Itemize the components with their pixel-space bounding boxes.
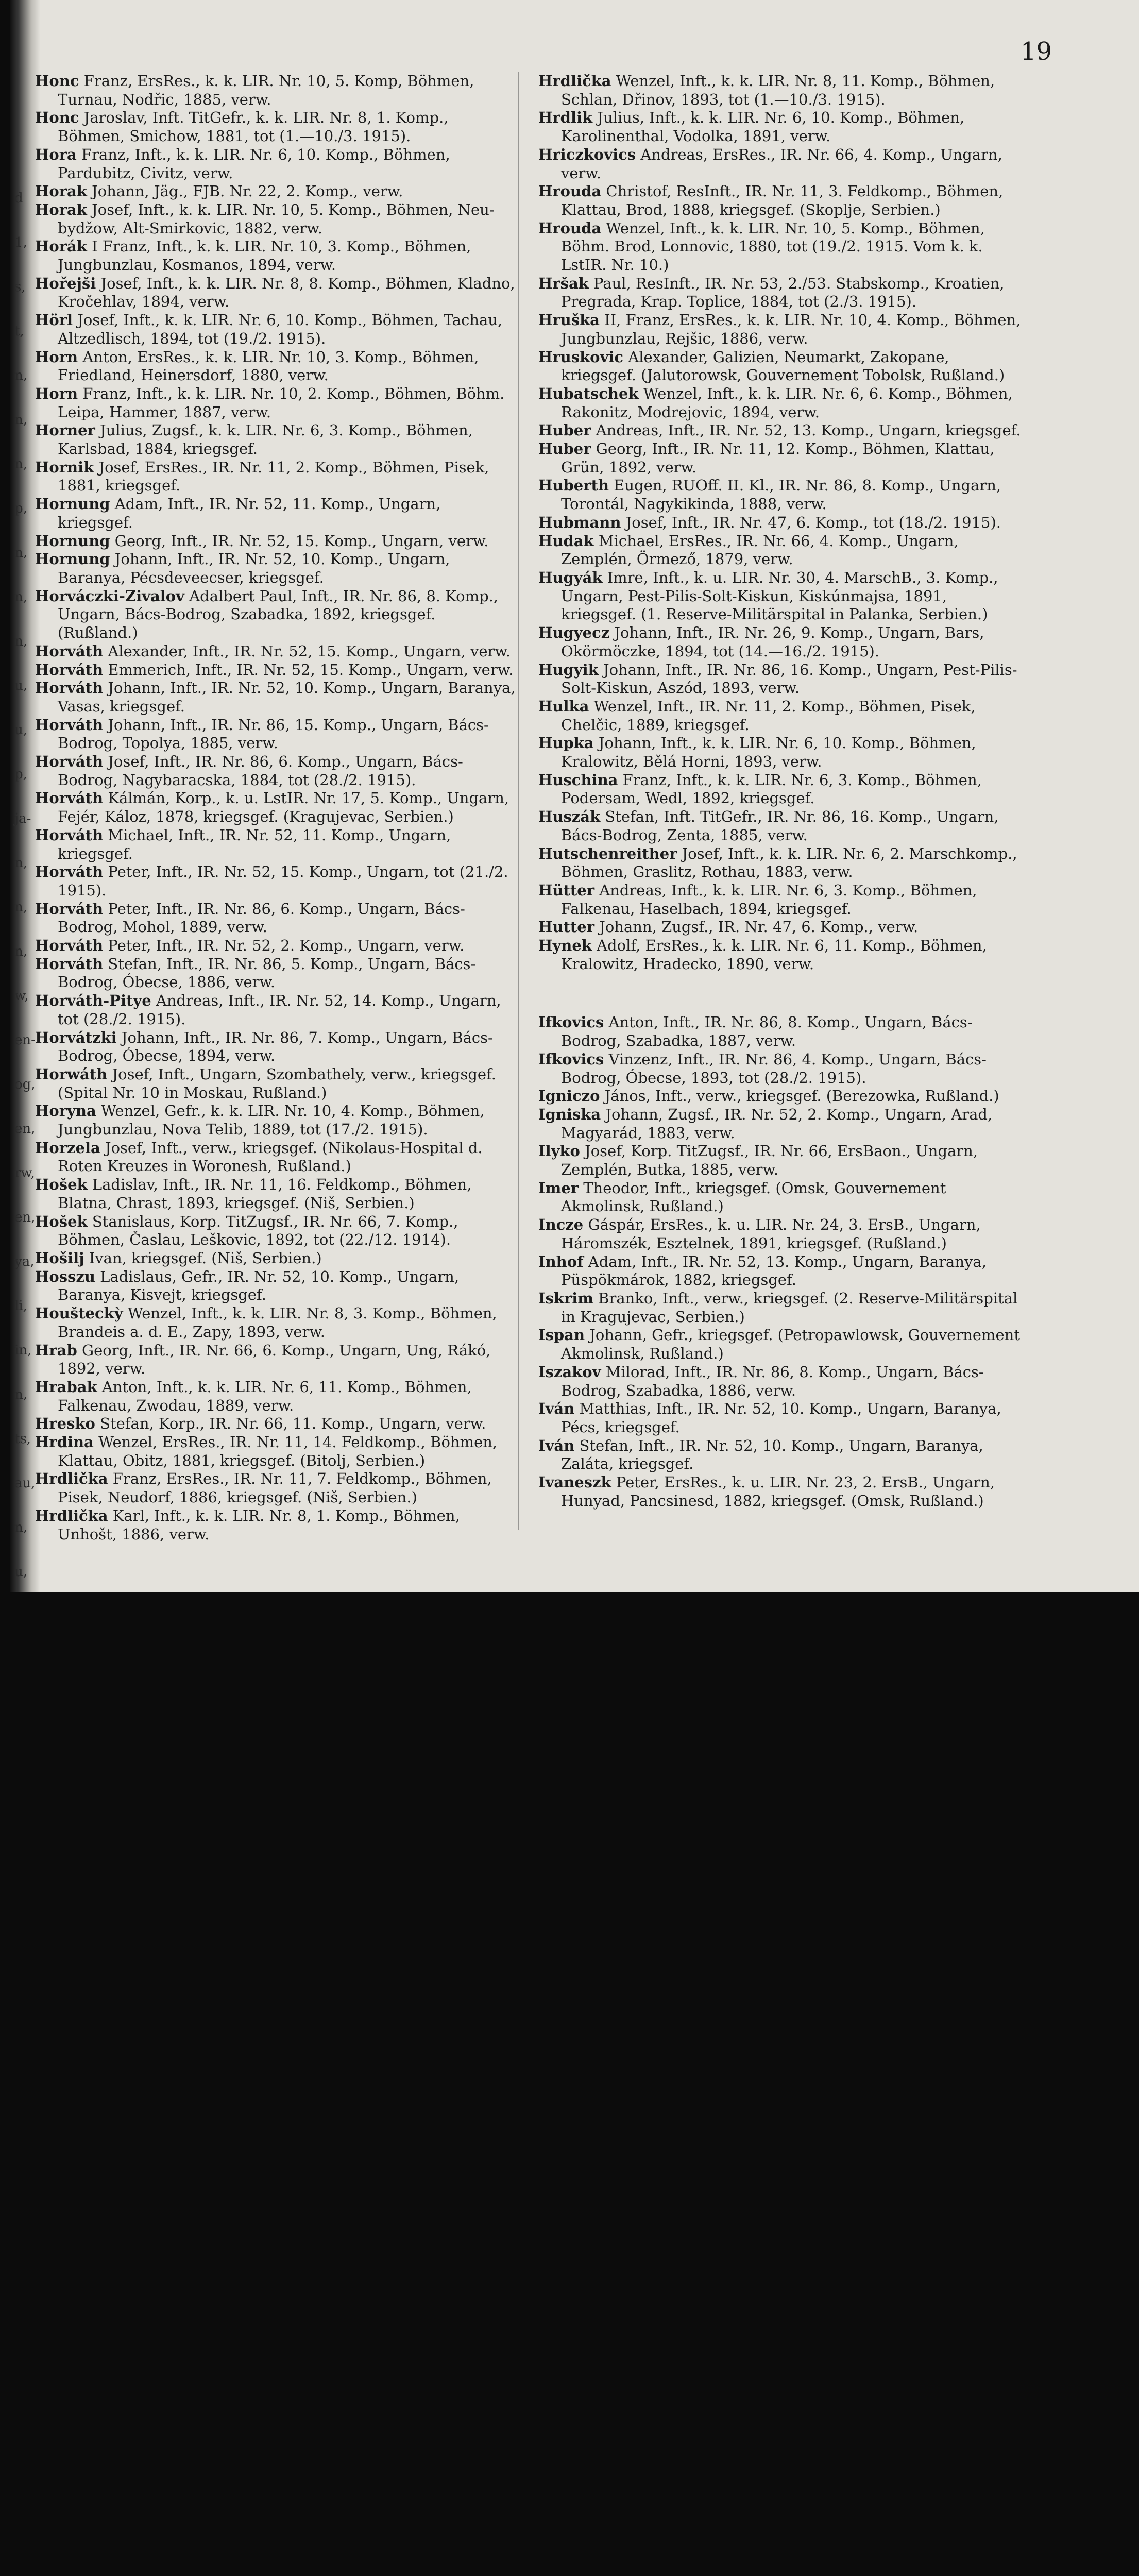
entry-surname: Hulka	[538, 697, 589, 715]
entry-details: Peter, Inft., IR. Nr. 86, 6. Komp., Ungarn, Bács-Bodrog, Mohol, 1889, verw.	[58, 900, 465, 936]
viewer-footer	[0, 1592, 1139, 1707]
entry-surname: Iszakov	[538, 1363, 601, 1381]
entry-surname: Horváth	[35, 642, 104, 660]
register-entry	[538, 1216, 1023, 1252]
entry-surname: Hornung	[35, 495, 110, 513]
entry-surname: Hořejši	[35, 274, 96, 292]
entry-surname: Huschina	[538, 771, 618, 789]
entry-details: Wenzel, Inft., k. k. LIR. Nr. 8, 3. Komp., Böhmen, Brandeis a. d. E., Zapy, 1893, verw.	[58, 1304, 497, 1341]
register-entry	[35, 1342, 519, 1378]
edge-mark: n,	[14, 368, 28, 383]
entry-details: Branko, Inft., verw., kriegsgef. (2. Reserve-Militärspital in Kragujevac, Serbien.)	[561, 1290, 1018, 1326]
entry-details: I Franz, Inft., k. k. LIR. Nr. 10, 3. Komp., Böhmen, Jungbunzlau, Kosmanos, 1894, verw.	[58, 238, 471, 274]
register-entry	[538, 771, 1023, 808]
entry-details: Julius, Zugsf., k. k. LIR. Nr. 6, 3. Komp., Böhmen, Karlsbad, 1884, kriegsgef.	[58, 421, 473, 458]
register-entry	[538, 1326, 1023, 1363]
entry-surname: Horvátzki	[35, 1028, 117, 1046]
register-entry	[538, 146, 1023, 182]
register-entry	[35, 1304, 519, 1341]
entry-surname: Huszák	[538, 808, 601, 826]
register-entry	[35, 72, 519, 109]
register-entry	[538, 421, 1023, 440]
entry-details: Ladislav, Inft., IR. Nr. 11, 16. Feldkomp., Böhmen, Blatna, Chrast, 1893, kriegsgef. (Niš, Serbien.)	[58, 1176, 472, 1212]
entry-surname: Hrouda	[538, 219, 602, 237]
entry-details: János, Inft., verw., kriegsgef. (Berezowka, Rußland.)	[600, 1087, 999, 1105]
edge-mark: d	[14, 191, 23, 206]
register-entry	[538, 845, 1023, 882]
entry-surname: Iskrim	[538, 1290, 593, 1307]
entry-details: Josef, Inft., k. k. LIR. Nr. 8, 8. Komp., Böhmen, Kladno, Kročehlav, 1894, verw.	[58, 274, 515, 311]
register-entry	[538, 698, 1023, 734]
entry-details: Andreas, ErsRes., IR. Nr. 66, 4. Komp., Ungarn, verw.	[561, 145, 1002, 182]
edge-mark: ja-	[14, 811, 31, 826]
entry-details: Adam, Inft., IR. Nr. 52, 11. Komp., Ungarn, kriegsgef.	[58, 495, 441, 531]
edge-mark: u,	[14, 722, 28, 738]
entry-details: Johann, Inft., IR. Nr. 86, 7. Komp., Ungarn, Bács-Bodrog, Óbecse, 1894, verw.	[58, 1028, 493, 1065]
entry-details: Josef, Inft., IR. Nr. 86, 6. Komp., Ungarn, Bács-Bodrog, Nagybaracska, 1884, tot (28./2. 1915).	[58, 753, 463, 789]
entry-details: Emmerich, Inft., IR. Nr. 52, 15. Komp., Ungarn, verw.	[103, 660, 514, 679]
entry-details: Johann, Inft., IR. Nr. 52, 10. Komp., Ungarn, Baranya, Pécsdeveecser, kriegsgef.	[58, 550, 450, 586]
entry-details: Johann, Inft., IR. Nr. 52, 10. Komp., Ungarn, Baranya, Vasas, kriegsgef.	[58, 679, 516, 715]
register-entry	[35, 753, 519, 789]
entry-details: Ladislaus, Gefr., IR. Nr. 52, 10. Komp., Ungarn, Baranya, Kisvejt, kriegsgef.	[58, 1267, 460, 1304]
entry-details: Peter, Inft., IR. Nr. 52, 15. Komp., Ungarn, tot (21./2. 1915).	[58, 863, 508, 899]
entry-details: Stefan, Korp., IR. Nr. 66, 11. Komp., Ungarn, verw.	[95, 1415, 486, 1433]
register-entry	[538, 1013, 1023, 1050]
entry-surname: Houšteckỳ	[35, 1304, 123, 1323]
entry-details: Franz, Inft., k. k. LIR. Nr. 10, 2. Komp., Böhmen, Böhm. Leipa, Hammer, 1887, verw.	[58, 384, 505, 421]
entry-surname: Huber	[538, 440, 591, 458]
register-entry	[538, 440, 1023, 477]
register-entry	[35, 109, 519, 145]
entry-details: Andreas, Inft., IR. Nr. 52, 14. Komp., Ungarn, tot (28./2. 1915).	[58, 992, 501, 1028]
entry-surname: Hriczkovics	[538, 145, 636, 163]
entry-surname: Huber	[538, 421, 591, 439]
register-entry	[538, 532, 1023, 569]
register-entry	[35, 1213, 519, 1249]
register-entry	[35, 716, 519, 753]
edge-mark: u,	[14, 678, 28, 693]
register-entry	[538, 1363, 1023, 1400]
edge-mark: w,	[14, 988, 29, 1004]
edge-mark: au,	[14, 1476, 36, 1491]
entry-details: Georg, Inft., IR. Nr. 11, 12. Komp., Böhmen, Klattau, Grün, 1892, verw.	[561, 440, 995, 476]
entry-surname: Horváth	[35, 660, 104, 679]
entry-details: Karl, Inft., k. k. LIR. Nr. 8, 1. Komp., Böhmen, Unhošt, 1886, verw.	[58, 1506, 460, 1543]
entry-surname: Horwáth	[35, 1065, 108, 1083]
register-entry	[35, 385, 519, 421]
register-entry	[35, 495, 519, 532]
entry-surname: Horváth	[35, 716, 104, 734]
register-entry	[538, 109, 1023, 145]
entry-details: Wenzel, ErsRes., IR. Nr. 11, 14. Feldkomp., Böhmen, Klattau, Obitz, 1881, kriegsgef. (Bitolj, Serbien.)	[58, 1433, 498, 1469]
entry-details: Alexander, Galizien, Neumarkt, Zakopane, kriegsgef. (Jalutorowsk, Gouvernement Tobolsk, Rußland.)	[561, 348, 1005, 384]
entry-details: Josef, Inft., verw., kriegsgef. (Nikolaus-Hospital d. Roten Kreuzes in Woronesh, Rußland.)	[58, 1139, 483, 1175]
edge-mark: 1,	[14, 235, 27, 250]
entry-surname: Hugyecz	[538, 624, 610, 642]
register-entry	[538, 1050, 1023, 1087]
entry-surname: Hrabak	[35, 1378, 97, 1396]
edge-mark: n,	[14, 456, 28, 472]
register-entry	[35, 550, 519, 587]
entry-details: Johann, Zugsf., IR. Nr. 47, 6. Komp., verw.	[594, 918, 919, 936]
entry-surname: Horyna	[35, 1102, 96, 1120]
entry-surname: Hudak	[538, 532, 594, 550]
register-entry	[35, 1507, 519, 1544]
entry-details: Georg, Inft., IR. Nr. 52, 15. Komp., Ungarn, verw.	[110, 532, 489, 550]
entry-surname: Horváth	[35, 937, 104, 955]
right-column	[538, 72, 1023, 1510]
edge-mark: en-	[14, 1032, 36, 1048]
entry-surname: Hruskovic	[538, 348, 624, 366]
entry-surname: Huberth	[538, 477, 609, 495]
entry-details: Franz, Inft., k. k. LIR. Nr. 6, 10. Komp., Böhmen, Pardubitz, Civitz, verw.	[58, 145, 450, 182]
entry-surname: Hruška	[538, 311, 600, 329]
register-entry	[538, 514, 1023, 532]
register-entry	[538, 808, 1023, 844]
entry-details: Milorad, Inft., IR. Nr. 86, 8. Komp., Ungarn, Bács-Bodrog, Szabadka, 1886, verw.	[561, 1363, 984, 1399]
entry-surname: Hrdlička	[35, 1506, 108, 1524]
register-entry	[538, 937, 1023, 973]
section-break	[538, 973, 1023, 1013]
page-number: 19	[1021, 37, 1052, 66]
entry-surname: Hubatschek	[538, 384, 639, 402]
entry-details: Wenzel, Inft., IR. Nr. 11, 2. Komp., Böhmen, Pisek, Chelčic, 1889, kriegsgef.	[561, 697, 976, 734]
entry-details: Michael, Inft., IR. Nr. 52, 11. Komp., Ungarn, kriegsgef.	[58, 826, 451, 862]
register-entry	[35, 1029, 519, 1065]
register-entry	[35, 992, 519, 1028]
entry-details: Paul, ResInft., IR. Nr. 53, 2./53. Stabskomp., Kroatien, Pregrada, Krap. Toplice, 1884, tot (2./3. 1915).	[561, 274, 1005, 311]
entry-surname: Igniska	[538, 1105, 601, 1123]
entry-details: Adam, Inft., IR. Nr. 52, 13. Komp., Ungarn, Baranya, Püspökmárok, 1882, kriegsgef.	[561, 1252, 987, 1289]
entry-details: Anton, ErsRes., k. k. LIR. Nr. 10, 3. Komp., Böhmen, Friedland, Heinersdorf, 1880, verw.	[58, 348, 479, 384]
entry-details: Josef, Inft., k. k. LIR. Nr. 6, 10. Komp., Böhmen, Tachau, Altzedlisch, 1894, tot (19./2. 1915).	[58, 311, 503, 347]
entry-surname: Iván	[538, 1400, 575, 1418]
entry-details: Wenzel, Inft., k. k. LIR. Nr. 8, 11. Komp., Böhmen, Schlan, Dřinov, 1893, tot (1.—10./3. 1915).	[561, 72, 995, 108]
register-entry	[35, 1378, 519, 1415]
entry-surname: Horner	[35, 421, 95, 439]
entry-surname: Hora	[35, 145, 77, 163]
register-entry	[538, 219, 1023, 275]
register-entry	[538, 1087, 1023, 1106]
register-entry	[538, 624, 1023, 660]
entry-surname: Hošilj	[35, 1249, 84, 1267]
entry-surname: Hugyák	[538, 568, 603, 586]
register-entry	[35, 201, 519, 238]
register-entry	[35, 1139, 519, 1176]
register-entry	[538, 734, 1023, 771]
entry-details: Georg, Inft., IR. Nr. 66, 6. Komp., Ungarn, Ung, Rákó, 1892, verw.	[58, 1341, 491, 1378]
entry-details: Stanislaus, Korp. TitZugsf., IR. Nr. 66, 7. Komp., Böhmen, Časlau, Leškovic, 1892, tot (22./12. 1914).	[58, 1212, 458, 1249]
entry-details: Josef, Inft., Ungarn, Szombathely, verw., kriegsgef. (Spital Nr. 10 in Moskau, Rußland.)	[58, 1065, 496, 1101]
edge-mark: n,	[14, 1387, 28, 1402]
entry-surname: Imer	[538, 1179, 579, 1197]
entry-details: Eugen, RUOff. II. Kl., IR. Nr. 86, 8. Komp., Ungarn, Torontál, Nagykikinda, 1888, verw.	[561, 477, 1001, 513]
entry-surname: Hrdlik	[538, 109, 593, 127]
register-entry	[538, 918, 1023, 937]
register-entry	[35, 642, 519, 661]
entry-surname: Hrab	[35, 1341, 77, 1359]
column-divider	[518, 72, 519, 1530]
entry-details: Johann, Zugsf., IR. Nr. 52, 2. Komp., Ungarn, Arad, Magyarád, 1883, verw.	[561, 1105, 993, 1142]
entry-surname: Horzela	[35, 1139, 100, 1157]
entry-details: Theodor, Inft., kriegsgef. (Omsk, Gouvernement Akmolinsk, Rußland.)	[561, 1179, 946, 1215]
register-entry	[538, 661, 1023, 698]
register-entry	[538, 1437, 1023, 1473]
edge-mark: in,	[14, 1343, 32, 1358]
edge-mark: en,	[14, 1121, 36, 1137]
entry-details: Wenzel, Gefr., k. k. LIR. Nr. 10, 4. Komp., Böhmen, Jungbunzlau, Nova Telib, 1889, tot (17./2. 1915).	[58, 1102, 485, 1139]
register-entry	[538, 882, 1023, 918]
entry-surname: Horváth-Pitye	[35, 992, 151, 1010]
edge-mark: n,	[14, 944, 28, 959]
entry-surname: Horváth	[35, 955, 104, 973]
entry-details: Andreas, Inft., k. k. LIR. Nr. 6, 3. Komp., Böhmen, Falkenau, Haselbach, 1894, kriegsgef.	[561, 881, 977, 918]
register-entry	[538, 1179, 1023, 1216]
register-entry	[35, 789, 519, 826]
scanned-page	[10, 0, 1139, 1592]
edge-mark: en,	[14, 1210, 36, 1225]
entry-details: Johann, Gefr., kriegsgef. (Petropawlowsk, Gouvernement Akmolinsk, Rußland.)	[561, 1326, 1021, 1363]
register-entry	[35, 1065, 519, 1102]
register-entry	[538, 569, 1023, 624]
entry-surname: Hupka	[538, 734, 594, 752]
register-entry	[538, 275, 1023, 311]
entry-details: Josef, Inft., k. k. LIR. Nr. 10, 5. Komp., Böhmen, Neu-bydžow, Alt-Smirkovic, 1882, verw.	[58, 200, 495, 237]
entry-surname: Horn	[35, 384, 78, 402]
register-entry	[538, 1290, 1023, 1326]
entry-details: Franz, Inft., k. k. LIR. Nr. 6, 3. Komp., Böhmen, Podersam, Wedl, 1892, kriegsgef.	[561, 771, 982, 807]
register-entry	[35, 661, 519, 680]
entry-surname: Horák	[35, 238, 87, 256]
entry-details: Johann, Jäg., FJB. Nr. 22, 2. Komp., verw.	[87, 182, 403, 200]
register-entry	[538, 1253, 1023, 1290]
entry-details: Jaroslav, Inft. TitGefr., k. k. LIR. Nr. 8, 1. Komp., Böhmen, Smichow, 1881, tot (1.—10./3. 1915).	[58, 109, 449, 145]
entry-surname: Horn	[35, 348, 78, 366]
entry-surname: Hrdina	[35, 1433, 94, 1451]
register-entry	[35, 421, 519, 458]
entry-surname: Hynek	[538, 937, 592, 955]
entry-surname: Horak	[35, 200, 87, 218]
entry-surname: Hrouda	[538, 182, 602, 200]
entry-surname: Hugyik	[538, 660, 599, 679]
entry-details: Kálmán, Korp., k. u. LstIR. Nr. 17, 5. Komp., Ungarn, Fejér, Káloz, 1878, kriegsgef. (Kragujevac, Serbien.)	[58, 789, 509, 826]
register-entry	[35, 1102, 519, 1139]
entry-details: Adolf, ErsRes., k. k. LIR. Nr. 6, 11. Komp., Böhmen, Kralowitz, Hradecko, 1890, verw.	[561, 937, 987, 973]
entry-surname: Hosszu	[35, 1267, 95, 1285]
edge-mark: n,	[14, 412, 28, 428]
entry-details: Ivan, kriegsgef. (Niš, Serbien.)	[84, 1249, 322, 1267]
register-entry	[35, 348, 519, 385]
entry-details: Andreas, Inft., IR. Nr. 52, 13. Komp., Ungarn, kriegsgef.	[591, 421, 1021, 439]
register-entry	[35, 826, 519, 863]
entry-surname: Ifkovics	[538, 1050, 604, 1068]
edge-mark: ts,	[14, 1431, 31, 1447]
entry-surname: Hutter	[538, 918, 595, 936]
register-entry	[35, 863, 519, 900]
entry-details: Julius, Inft., k. k. LIR. Nr. 6, 10. Komp., Böhmen, Karolinenthal, Vodolka, 1891, verw.	[561, 109, 965, 145]
edge-mark: rw,	[14, 1165, 35, 1181]
entry-surname: Horváth	[35, 900, 104, 918]
register-entry	[35, 311, 519, 348]
register-entry	[538, 72, 1023, 109]
entry-surname: Igniczo	[538, 1087, 600, 1105]
register-entry	[35, 532, 519, 551]
register-entry	[538, 311, 1023, 348]
register-entry	[35, 1433, 519, 1470]
register-entry	[35, 275, 519, 311]
entry-details: Michael, ErsRes., IR. Nr. 66, 4. Komp., Ungarn, Zemplén, Örmező, 1879, verw.	[561, 532, 959, 568]
entry-surname: Ifkovics	[538, 1013, 604, 1031]
entry-surname: Horváczki-Zivalov	[35, 587, 184, 605]
register-entry	[538, 348, 1023, 385]
entry-surname: Hošek	[35, 1176, 88, 1194]
edge-mark: n,	[14, 634, 28, 649]
entry-details: Peter, Inft., IR. Nr. 52, 2. Komp., Ungarn, verw.	[103, 937, 465, 955]
register-entry	[35, 955, 519, 992]
entry-details: Stefan, Inft., IR. Nr. 86, 5. Komp., Ungarn, Bács-Bodrog, Óbecse, 1886, verw.	[58, 955, 476, 991]
entry-details: Gáspár, ErsRes., k. u. LIR. Nr. 24, 3. ErsB., Ungarn, Háromszék, Esztelnek, 1891, kriegsgef. (Rußland.)	[561, 1216, 981, 1252]
entry-surname: Hrdlička	[538, 72, 611, 90]
entry-details: Peter, ErsRes., k. u. LIR. Nr. 23, 2. ErsB., Ungarn, Hunyad, Pancsinesd, 1882, kriegsgef. (Omsk, Rußland.)	[561, 1473, 995, 1510]
register-entry	[35, 238, 519, 274]
entry-surname: Ivaneszk	[538, 1473, 611, 1492]
left-column	[35, 72, 519, 1544]
edge-mark: n,	[14, 1520, 28, 1535]
entry-surname: Honc	[35, 109, 79, 127]
entry-details: Johann, Inft., IR. Nr. 26, 9. Komp., Ungarn, Bars, Okörmöczke, 1894, tot (14.—16./2. 1915).	[561, 624, 984, 660]
entry-details: Josef, Inft., k. k. LIR. Nr. 6, 2. Marschkomp., Böhmen, Graslitz, Rothau, 1883, verw.	[561, 844, 1017, 881]
entry-details: Johann, Inft., IR. Nr. 86, 16. Komp., Ungarn, Pest-Pilis-Solt-Kiskun, Aszód, 1893, verw.	[561, 660, 1017, 697]
entry-surname: Horváth	[35, 789, 104, 807]
entry-surname: Honc	[35, 72, 79, 90]
edge-mark: p,	[14, 501, 27, 516]
entry-details: Johann, Inft., k. k. LIR. Nr. 6, 10. Komp., Böhmen, Kralowitz, Bělá Horni, 1893, verw.	[561, 734, 976, 771]
entry-surname: Ilyko	[538, 1142, 580, 1160]
register-entry	[538, 1400, 1023, 1436]
entry-surname: Horváth	[35, 826, 104, 844]
entry-details: Wenzel, Inft., k. k. LIR. Nr. 10, 5. Komp., Böhmen, Böhm. Brod, Lonnovic, 1880, tot (19./2. 1915. Vom k. k. LstIR. Nr. 10.)	[561, 219, 985, 274]
entry-surname: Horváth	[35, 863, 104, 881]
entry-surname: Hornung	[35, 550, 110, 568]
entry-details: Adalbert Paul, Inft., IR. Nr. 86, 8. Komp., Ungarn, Bács-Bodrog, Szabadka, 1892, kriegsgef. (Rußland.)	[58, 587, 499, 642]
edge-mark: n,	[14, 545, 28, 561]
register-entry	[538, 1142, 1023, 1179]
register-entry	[35, 1268, 519, 1304]
edge-mark: li,	[14, 1298, 27, 1314]
entry-surname: Ispan	[538, 1326, 585, 1344]
entry-surname: Incze	[538, 1216, 584, 1234]
entry-details: Stefan, Inft., IR. Nr. 52, 10. Komp., Ungarn, Baranya, Zaláta, kriegsgef.	[561, 1436, 983, 1473]
register-entry	[35, 459, 519, 495]
register-entry	[35, 587, 519, 642]
entry-surname: Hresko	[35, 1415, 95, 1433]
register-entry	[35, 1249, 519, 1268]
edge-mark: og,	[14, 1077, 36, 1092]
entry-surname: Horváth	[35, 679, 104, 697]
edge-mark: t,	[14, 324, 24, 339]
entry-surname: Hutschenreither	[538, 844, 677, 862]
edge-mark: n,	[14, 855, 28, 871]
entry-details: II, Franz, ErsRes., k. k. LIR. Nr. 10, 4. Komp., Böhmen, Jungbunzlau, Rejšic, 1886, verw.	[561, 311, 1021, 347]
entry-surname: Hütter	[538, 881, 595, 899]
register-entry	[538, 182, 1023, 219]
edge-mark: u,	[14, 1564, 28, 1580]
entry-surname: Hornik	[35, 458, 94, 476]
entry-details: Imre, Inft., k. u. LIR. Nr. 30, 4. MarschB., 3. Komp., Ungarn, Pest-Pilis-Solt-Kiskun, Kiskúnmajsa, 1891, kriegsgef. (1. Reserve-Militärspital in Palanka, Serbien.)	[561, 568, 998, 623]
entry-details: Josef, Korp. TitZugsf., IR. Nr. 66, ErsBaon., Ungarn, Zemplén, Butka, 1885, verw.	[561, 1142, 978, 1179]
entry-surname: Inhof	[538, 1252, 584, 1270]
entry-details: Christof, ResInft., IR. Nr. 11, 3. Feldkomp., Böhmen, Klattau, Brod, 1888, kriegsgef. (Skoplje, Serbien.)	[561, 182, 1004, 218]
entry-details: Josef, Inft., IR. Nr. 47, 6. Komp., tot (18./2. 1915).	[621, 513, 1001, 531]
register-entry	[538, 1106, 1023, 1142]
entry-surname: Horváth	[35, 753, 104, 771]
register-entry	[35, 1470, 519, 1506]
register-entry	[35, 679, 519, 716]
entry-surname: Hrdlička	[35, 1470, 108, 1488]
edge-mark: p,	[14, 767, 27, 782]
entry-details: Anton, Inft., IR. Nr. 86, 8. Komp., Ungarn, Bács-Bodrog, Szabadka, 1887, verw.	[561, 1013, 973, 1050]
entry-details: Matthias, Inft., IR. Nr. 52, 10. Komp., Ungarn, Baranya, Pécs, kriegsgef.	[561, 1400, 1001, 1436]
register-entry	[35, 182, 519, 201]
entry-surname: Hörl	[35, 311, 73, 329]
register-entry	[538, 1473, 1023, 1510]
entry-surname: Hošek	[35, 1212, 88, 1230]
register-entry	[35, 1176, 519, 1212]
entry-surname: Hubmann	[538, 513, 621, 531]
entry-details: Wenzel, Inft., k. k. LIR. Nr. 6, 6. Komp., Böhmen, Rakonitz, Modrejovic, 1894, verw.	[561, 384, 1013, 421]
entry-details: Alexander, Inft., IR. Nr. 52, 15. Komp., Ungarn, verw.	[103, 642, 511, 660]
entry-details: Josef, ErsRes., IR. Nr. 11, 2. Komp., Böhmen, Pisek, 1881, kriegsgef.	[58, 458, 489, 495]
register-entry	[35, 146, 519, 182]
entry-details: Vinzenz, Inft., IR. Nr. 86, 4. Komp., Ungarn, Bács-Bodrog, Óbecse, 1893, tot (28./2. 1915).	[561, 1050, 987, 1087]
register-entry	[35, 937, 519, 955]
entry-details: Stefan, Inft. TitGefr., IR. Nr. 86, 16. Komp., Ungarn, Bács-Bodrog, Zenta, 1885, verw.	[561, 808, 999, 844]
entry-details: Johann, Inft., IR. Nr. 86, 15. Komp., Ungarn, Bács-Bodrog, Topolya, 1885, verw.	[58, 716, 489, 752]
register-entry	[35, 1415, 519, 1433]
entry-surname: Hornung	[35, 532, 110, 550]
entry-details: Franz, ErsRes., k. k. LIR. Nr. 10, 5. Komp, Böhmen, Turnau, Nodřic, 1885, verw.	[58, 72, 474, 108]
entry-surname: Iván	[538, 1436, 575, 1454]
entry-details: Anton, Inft., k. k. LIR. Nr. 6, 11. Komp., Böhmen, Falkenau, Zwodau, 1889, verw.	[58, 1378, 472, 1414]
edge-mark: n,	[14, 589, 28, 605]
edge-mark: n,	[14, 900, 28, 915]
entry-surname: Hršak	[538, 274, 589, 292]
edge-mark: s,	[14, 279, 26, 295]
register-entry	[538, 385, 1023, 421]
edge-mark: ya,	[14, 1254, 35, 1269]
register-entry	[35, 900, 519, 937]
entry-surname: Horak	[35, 182, 87, 200]
entry-details: Franz, ErsRes., IR. Nr. 11, 7. Feldkomp., Böhmen, Pisek, Neudorf, 1886, kriegsgef. (Niš, Serbien.)	[58, 1470, 492, 1506]
register-entry	[538, 477, 1023, 513]
